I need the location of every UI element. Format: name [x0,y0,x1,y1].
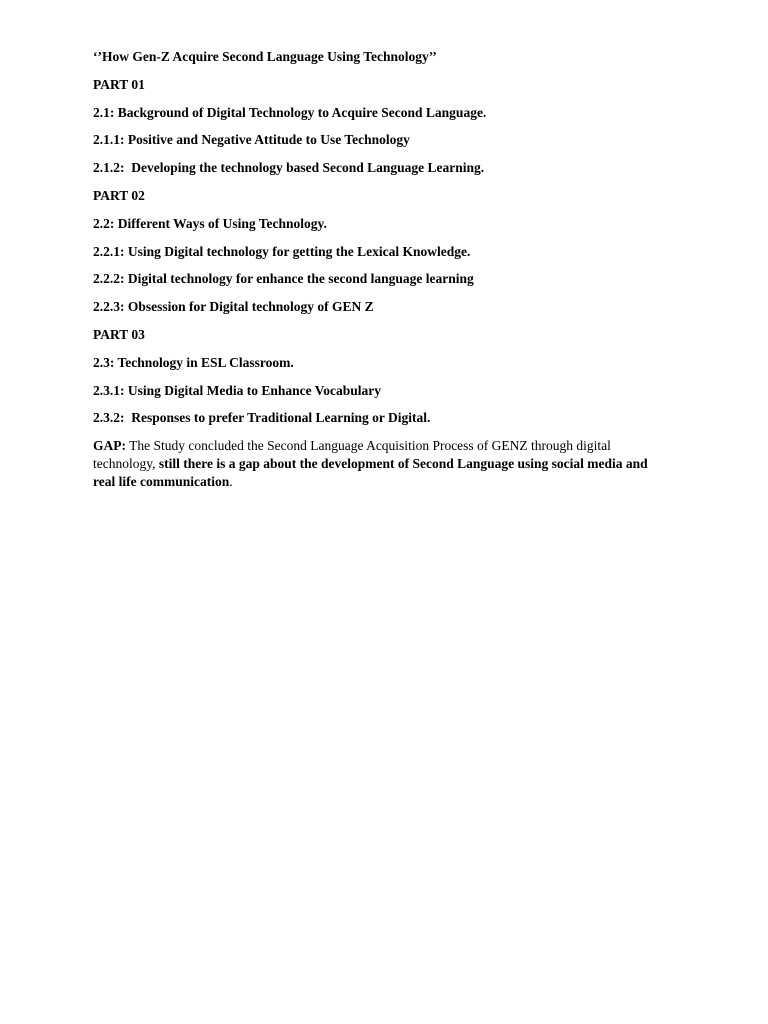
part-heading-01: PART 01 [93,76,145,92]
section-heading-2-3-2: 2.3.2: Responses to prefer Traditional Learning or Digital. [93,410,431,426]
section-heading-2-2-3: 2.2.3: Obsession for Digital technology of GEN Z [93,299,374,315]
section-heading-2-2: 2.2: Different Ways of Using Technology. [93,215,327,231]
section-heading-2-1-2: 2.1.2: Developing the technology based Second Language Learning. [93,160,485,176]
gap-text-normal: The Study concluded the Second Language Acquisition Process of GENZ through digital technology, [93,438,611,472]
section-heading-2-3-1: 2.3.1: Using Digital Media to Enhance Vocabulary [93,382,382,398]
section-heading-2-2-2: 2.2.2: Digital technology for enhance the second language learning [93,271,474,287]
section-heading-2-3: 2.3: Technology in ESL Classroom. [93,354,294,370]
part-heading-02: PART 02 [93,187,145,203]
gap-paragraph [93,437,673,491]
document-title: ‘’How Gen-Z Acquire Second Language Using Technology’’ [93,49,437,64]
gap-text-bold: still there is a gap about the development of Second Language using social media and real life communication [93,456,648,490]
section-heading-2-1-1: 2.1.1: Positive and Negative Attitude to Use Technology [93,132,410,148]
part-heading-03: PART 03 [93,326,145,342]
gap-text-end: . [229,474,233,490]
section-heading-2-2-1: 2.2.1: Using Digital technology for getting the Lexical Knowledge. [93,243,471,259]
gap-label: GAP: [93,438,126,454]
document-page [93,48,673,491]
section-heading-2-1: 2.1: Background of Digital Technology to Acquire Second Language. [93,104,487,120]
